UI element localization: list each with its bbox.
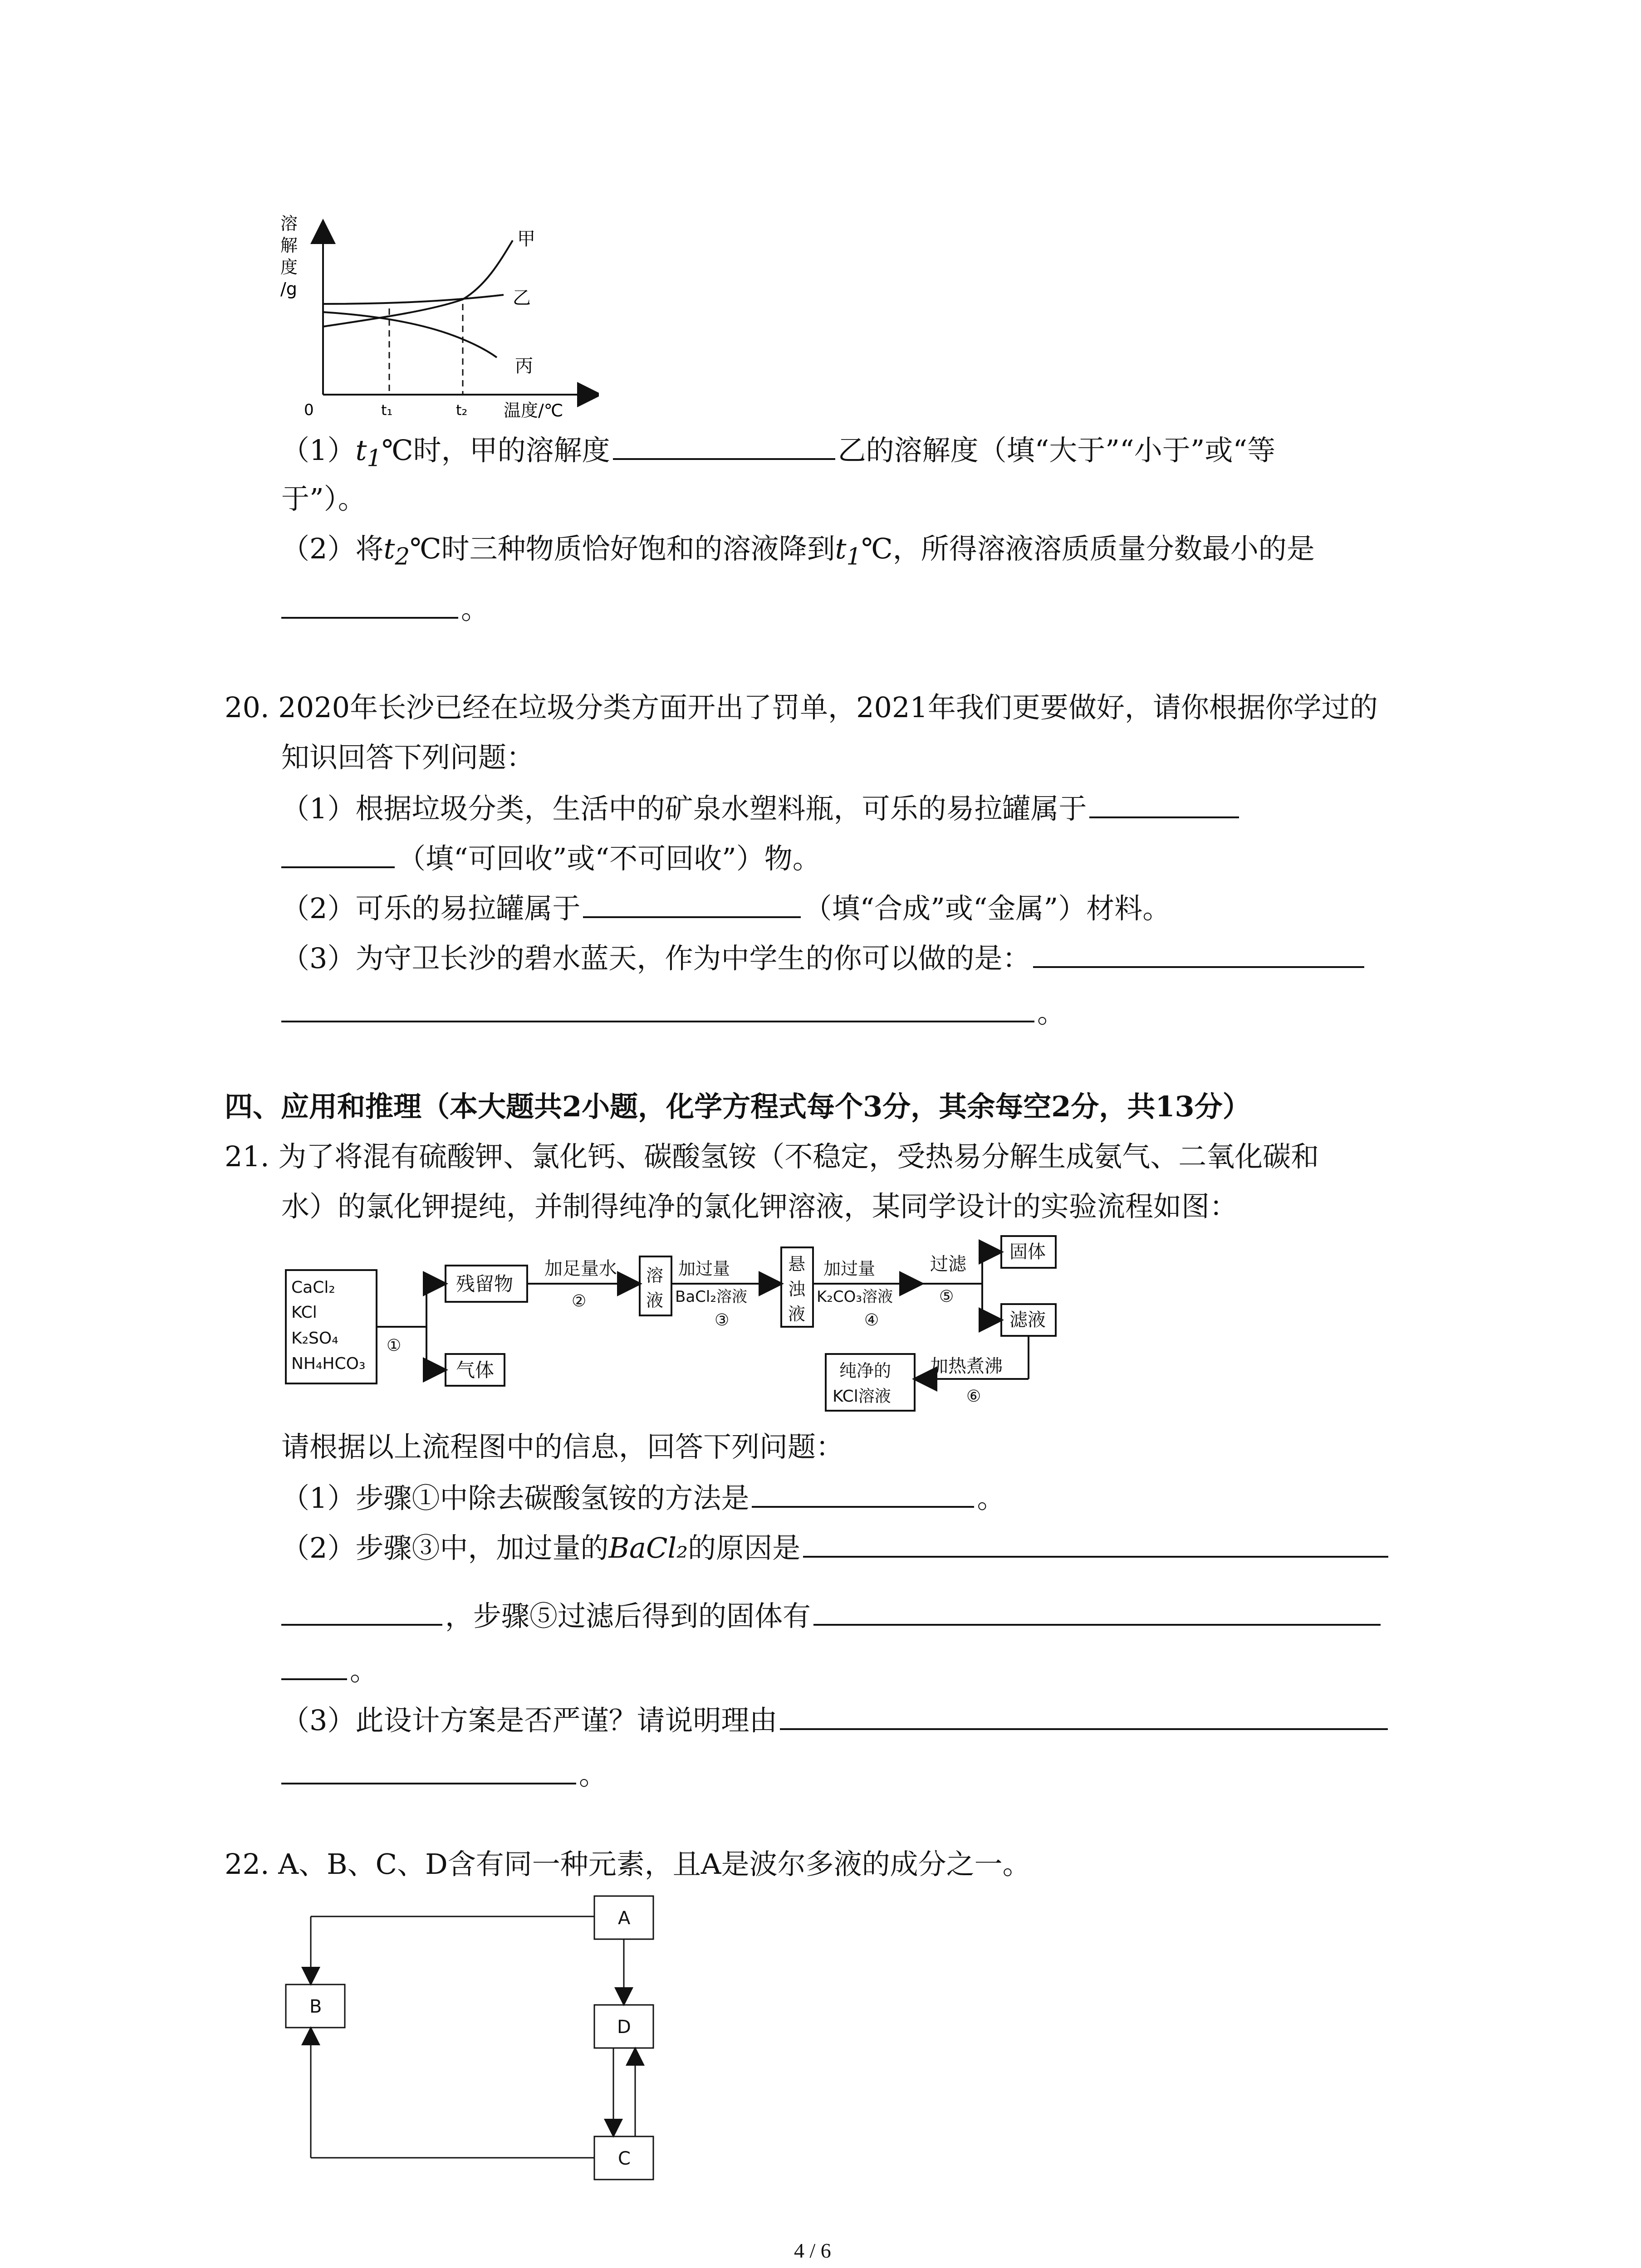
q21-flowchart (281, 1225, 1075, 1438)
solubility-chart (272, 213, 599, 431)
q21-part2-line3: 。 (281, 1651, 378, 1689)
curve-bing (323, 312, 497, 357)
bacl2-formula: BaCl₂ (608, 1531, 688, 1564)
flow-k2co3-b: K₂CO₃溶液 (817, 1288, 893, 1306)
node-c: C (618, 2148, 631, 2169)
t1-symbol-2: $t_1$ (835, 532, 862, 571)
t2-symbol: $t_2$ (383, 532, 410, 571)
q21-blank-3b[interactable] (281, 1651, 347, 1680)
q21-part2-line2: ，步骤⑤过滤后得到的固体有 (281, 1597, 1383, 1634)
flow-solution-2: 液 (646, 1290, 664, 1310)
q21-blank-4b[interactable] (281, 1755, 576, 1784)
section-4-heading: 四、应用和推理（本大题共2小题，化学方程式每个3分，其余每空2分，共13分） (225, 1090, 1251, 1123)
ylabel-4: /g (280, 279, 297, 299)
q20-blank-3[interactable] (1033, 939, 1364, 968)
flow-start-1: CaCl₂ (291, 1278, 335, 1297)
page-number: 4 / 6 (794, 2239, 831, 2262)
q20-line2: 知识回答下列问题： (281, 741, 535, 774)
q20-blank-1[interactable] (1089, 789, 1239, 818)
flow-start-2: KCl (291, 1303, 317, 1322)
flow-solid: 固体 (1009, 1242, 1046, 1262)
xlabel: 温度/℃ (504, 401, 563, 420)
q19-blank-1[interactable] (613, 431, 835, 460)
q19-part2-line1: （2）将$t_2℃$时三种物质恰好饱和的溶液降到$t_1℃$，所得溶液溶质质量分数最小的是 (281, 532, 1315, 571)
q21-blank-1[interactable] (752, 1479, 974, 1508)
ylabel-2: 解 (280, 235, 298, 255)
flow-water: 加足量水 (544, 1258, 617, 1279)
q22-diagram (272, 1882, 681, 2191)
q20-part1-line1: （1）根据垃圾分类，生活中的矿泉水塑料瓶，可乐的易拉罐属于 (281, 789, 1242, 827)
flow-susp-1: 悬 (788, 1254, 806, 1274)
flow-step3: ③ (715, 1311, 730, 1330)
q21-blank-3[interactable] (813, 1597, 1381, 1626)
t1-symbol: $t_1$ (355, 434, 382, 472)
q20-part3-line1: （3）为守卫长沙的碧水蓝天，作为中学生的你可以做的是： (281, 939, 1367, 977)
t1-tick: t₁ (381, 401, 393, 419)
flow-bacl2-b: BaCl₂溶液 (675, 1288, 747, 1306)
series-jia: 甲 (517, 229, 535, 249)
q21-prompt: 请根据以上流程图中的信息，回答下列问题： (281, 1430, 844, 1463)
ylabel-1: 溶 (280, 214, 298, 234)
q20-part3-line2: 。 (281, 993, 1065, 1031)
flow-pure-b: KCl溶液 (833, 1387, 891, 1406)
q19-part2-line2: 。 (281, 590, 489, 627)
q19-part1-line1: $(1)t_1℃$时，甲的溶解度 乙的溶解度（填“大于”“小于”或“等 (281, 431, 1275, 476)
q21-blank-2[interactable] (803, 1529, 1388, 1558)
series-bing: 丙 (515, 356, 533, 376)
flow-step4: ④ (864, 1311, 879, 1330)
flow-boil: 加热煮沸 (930, 1356, 1003, 1377)
series-yi: 乙 (513, 288, 531, 308)
curve-yi (323, 295, 504, 304)
flow-step6: ⑥ (966, 1387, 981, 1406)
q21-part2-line1: （2）步骤③中，加过量的BaCl₂的原因是 (281, 1529, 1391, 1566)
flow-gas: 气体 (456, 1359, 495, 1381)
q20-blank-3b[interactable] (281, 993, 1034, 1022)
flow-step5: ⑤ (939, 1287, 954, 1306)
flow-solution-1: 溶 (646, 1266, 664, 1286)
q21-line2: 水）的氯化钾提纯，并制得纯净的氯化钾溶液，某同学设计的实验流程如图： (281, 1190, 1238, 1223)
node-b: B (309, 1996, 322, 2017)
flow-filter: 过滤 (930, 1254, 966, 1275)
flow-start-4: NH₄HCO₃ (291, 1354, 366, 1373)
node-d: D (617, 2017, 631, 2038)
flow-step1: ① (387, 1336, 402, 1355)
flow-residue: 残留物 (456, 1273, 514, 1295)
ylabel-3: 度 (280, 257, 298, 277)
q20-part1-line2: （填“可回收”或“不可回收”）物。 (281, 839, 821, 877)
q21-part1: （1）步骤①中除去碳酸氢铵的方法是 。 (281, 1479, 1005, 1516)
q21-part3-line2: 。 (281, 1755, 607, 1793)
t2-tick: t₂ (456, 401, 468, 419)
q22-line1: 22. A、B、C、D含有同一种元素，且A是波尔多液的成分之一。 (225, 1848, 1031, 1881)
q19-blank-2[interactable] (281, 590, 458, 619)
flow-susp-3: 液 (788, 1304, 806, 1324)
q21-part3-line1: （3）此设计方案是否严谨？请说明理由 (281, 1701, 1391, 1739)
q20-part2: （2）可乐的易拉罐属于 （填“合成”或“金属”）材料。 (281, 889, 1171, 927)
flow-pure-a: 纯净的 (839, 1361, 892, 1381)
q21-line1: 21. 为了将混有硫酸钾、氯化钙、碳酸氢铵（不稳定，受热易分解生成氨气、二氧化碳和 (225, 1140, 1319, 1173)
q20-blank-1b[interactable] (281, 839, 395, 868)
origin-label: 0 (304, 401, 314, 419)
q19-part1-line2: 于”）。 (281, 482, 366, 515)
q21-blank-4[interactable] (780, 1701, 1388, 1730)
flow-filtrate: 滤液 (1009, 1310, 1046, 1330)
flow-susp-2: 浊 (788, 1279, 806, 1299)
node-a: A (618, 1908, 631, 1929)
flow-step2: ② (572, 1292, 587, 1310)
q20-blank-2[interactable] (583, 889, 801, 918)
flow-start-3: K₂SO₄ (291, 1329, 338, 1348)
q20-line1: 20. 2020年长沙已经在垃圾分类方面开出了罚单，2021年我们更要做好，请你根据你学过的 (225, 691, 1378, 724)
flow-bacl2-a: 加过量 (678, 1259, 730, 1279)
q21-blank-2b[interactable] (281, 1597, 442, 1626)
flow-k2co3-a: 加过量 (823, 1259, 876, 1279)
